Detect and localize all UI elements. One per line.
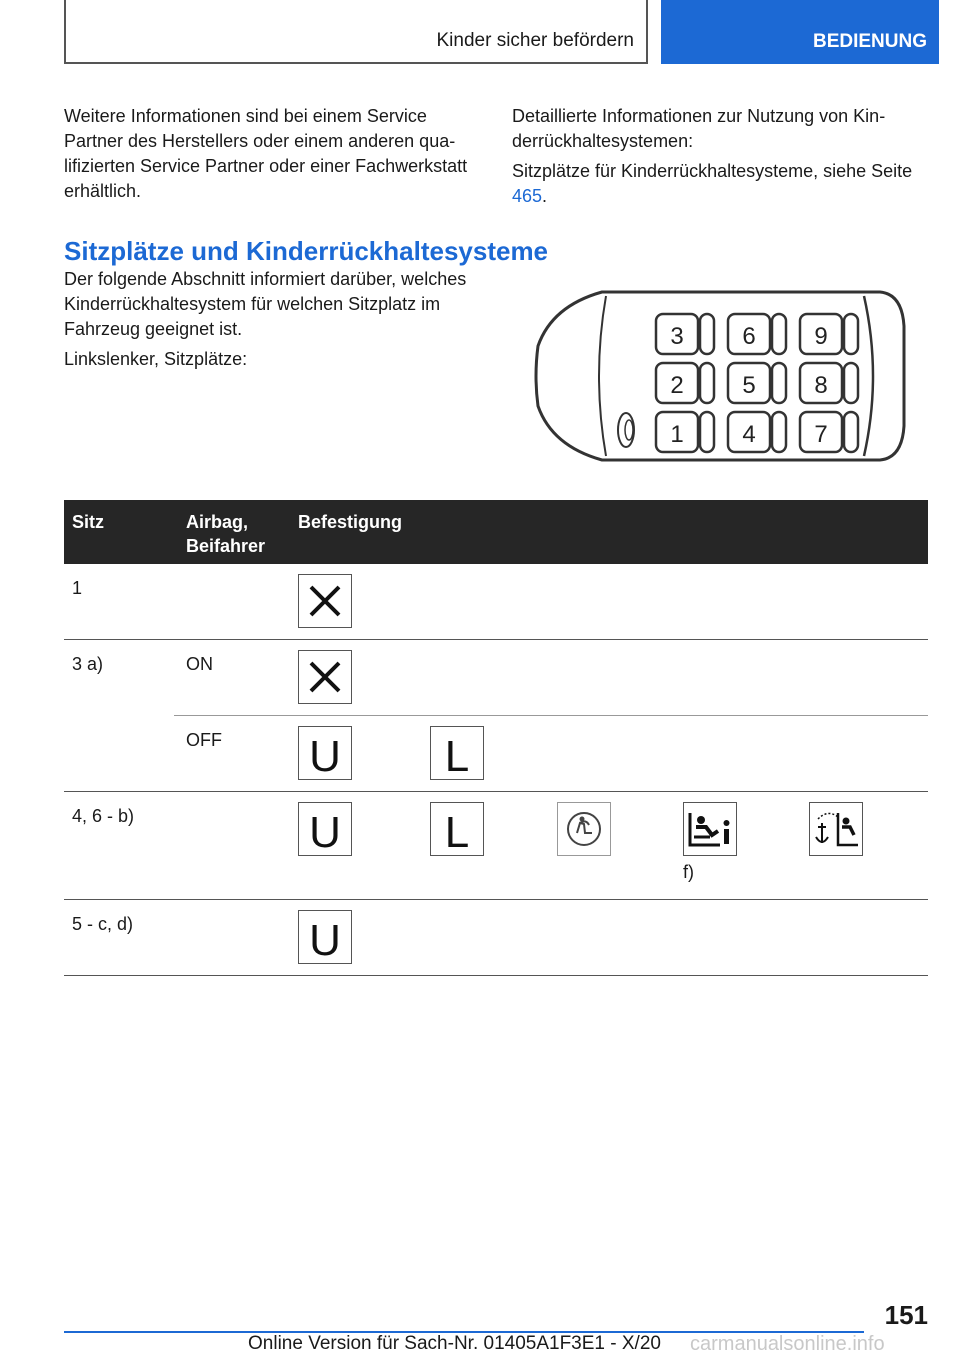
u-icon — [298, 910, 352, 964]
footnote-marker: f) — [683, 862, 694, 882]
section-description — [64, 267, 484, 377]
seat-number: 1 — [670, 421, 684, 448]
table-header — [64, 500, 928, 564]
seat-2 — [656, 363, 714, 403]
u-letter: U — [309, 732, 341, 779]
header-mounting: Befestigung — [298, 512, 403, 532]
section-title: Sitzplätze und Kinderrückhaltesysteme — [64, 236, 549, 266]
seat-9 — [800, 314, 858, 354]
table-row — [64, 900, 928, 976]
header-chapter-label: BEDIENUNG — [812, 31, 927, 52]
seat-layout-diagram — [532, 286, 908, 466]
u-icon — [298, 726, 352, 780]
l-letter: L — [444, 732, 470, 779]
seat-number: 5 — [742, 372, 756, 399]
seat-cell: 3 a) — [72, 654, 104, 674]
l-icon — [430, 802, 484, 856]
isofix-seat-icon — [557, 802, 611, 856]
x-icon — [298, 650, 352, 704]
seat-4 — [728, 412, 786, 452]
seat-number: 4 — [742, 421, 756, 448]
u-letter: U — [309, 808, 341, 855]
seat-number: 6 — [742, 323, 756, 350]
seat-number: 3 — [670, 323, 684, 350]
watermark: carmanualsonline.info — [690, 1333, 885, 1355]
footer-text: Online Version für Sach-Nr. 01405A1F3E1 - X/20 — [248, 1333, 661, 1354]
page-ref-link[interactable]: 465 — [512, 186, 543, 206]
top-tether-seat-icon — [809, 802, 863, 856]
seat-5 — [728, 363, 786, 403]
seat-8 — [800, 363, 858, 403]
isize-seat-icon — [683, 802, 737, 856]
header-chapter-tab[interactable] — [661, 0, 939, 64]
u-icon — [298, 802, 352, 856]
intro-right-paragraph — [512, 104, 922, 214]
l-letter: L — [444, 808, 470, 855]
intro-left-paragraph — [64, 104, 484, 209]
seat-cell: 5 - c, d) — [72, 914, 134, 934]
page-ref-prefix: Sitzplätze für Kinderrückhaltesysteme, siehe Seite — [512, 161, 913, 181]
seat-number: 2 — [670, 372, 684, 399]
seat-1 — [656, 412, 714, 452]
header-section-box — [64, 0, 648, 64]
u-letter: U — [309, 916, 341, 963]
table-row — [64, 640, 928, 792]
seat-grid — [656, 314, 858, 452]
seat-6 — [728, 314, 786, 354]
table-row — [64, 792, 928, 900]
seat-number: 7 — [814, 421, 828, 448]
header-airbag: Airbag, Beifahrer — [186, 512, 266, 556]
seat-3 — [656, 314, 714, 354]
table-row — [64, 564, 928, 640]
header-section-title: Kinder sicher befördern — [436, 30, 634, 51]
intro-right-text-2 — [512, 159, 922, 209]
airbag-cell: ON — [186, 654, 213, 674]
l-icon — [430, 726, 484, 780]
airbag-cell: OFF — [186, 730, 222, 750]
seat-7 — [800, 412, 858, 452]
intro-left-text: Weitere Informationen sind bei einem Service Partner des Herstellers oder einem anderen qualifizierten Service Partner oder einer Fachwerkstatt erhältlich. — [64, 106, 468, 201]
header-seat: Sitz — [72, 512, 105, 532]
sub-row-divider — [174, 715, 928, 716]
section-text-2: Linkslenker, Sitzplätze: — [64, 349, 248, 369]
page-number: 151 — [884, 1300, 928, 1330]
page-ref-suffix: . — [542, 186, 548, 206]
seat-number: 8 — [814, 372, 828, 399]
intro-right-text-1: Detaillierte Informationen zur Nutzung von Kinderrückhaltesystemen: — [512, 106, 886, 151]
child-seat-table — [64, 500, 928, 976]
seat-cell: 4, 6 - b) — [72, 806, 135, 826]
seat-number: 9 — [814, 323, 828, 350]
section-text-1: Der folgende Abschnitt informiert darüber, welches Kinderrückhaltesystem für welchen Sitzplatz im Fahrzeug geeignet ist. — [64, 269, 467, 339]
x-icon — [298, 574, 352, 628]
seat-cell: 1 — [72, 578, 83, 598]
